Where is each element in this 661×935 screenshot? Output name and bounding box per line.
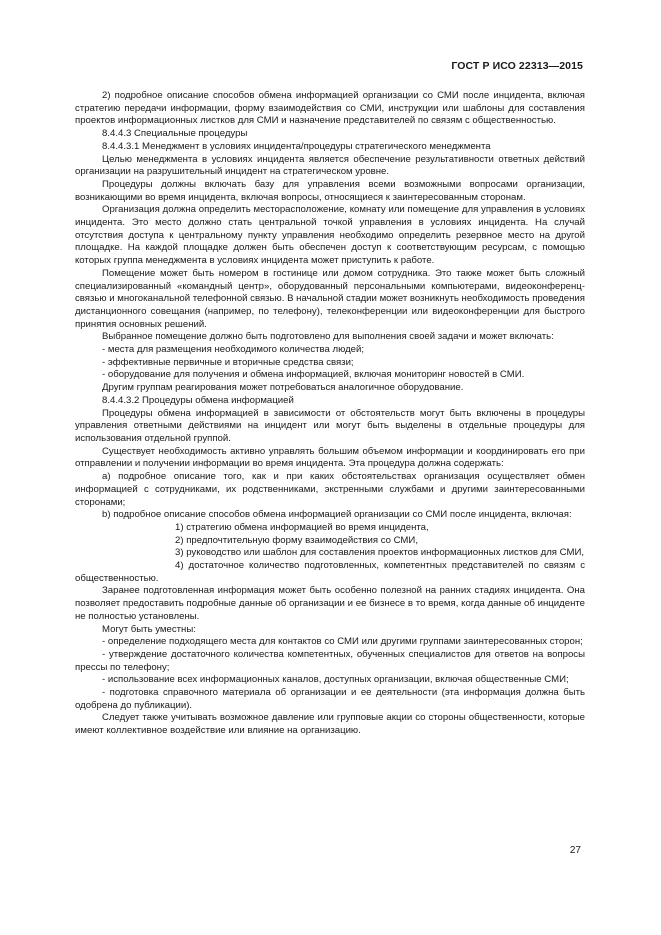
document-body: [75, 90, 585, 738]
sub-list-item: 2) предпочтительную форму взаимодействия со СМИ,: [175, 534, 418, 546]
list-item: - подготовка справочного материала об организации и ее деятельности (эта информация должна быть одобрена до публикации).: [75, 687, 585, 711]
paragraph: Целью менеджмента в условиях инцидента является обеспечение результативности ответных действий организации на разрушительный инцидент на стратегическом уровне.: [75, 153, 585, 178]
list-item: - места для размещения необходимого количества людей;: [102, 344, 365, 356]
list-item: - использование всех информационных каналов, доступных организации, включая общественные СМИ;: [102, 674, 569, 686]
list-item: - эффективные первичные и вторичные средства связи;: [102, 356, 354, 368]
paragraph: Процедуры обмена информацией в зависимости от обстоятельств могут быть включены в процедуры управления ответными действиями на инцидент или могут быть выделены в отдельные процедуры для использования отдельной группой.: [75, 407, 585, 444]
list-item: - определение подходящего места для контактов со СМИ или другими группами заинтересованных сторон;: [102, 636, 583, 648]
paragraph: Процедуры должны включать базу для управления всеми возможными вопросами организации, возникающими во время инцидента, включая вопросы, относящиеся к заинтересованным сторонам.: [75, 178, 585, 203]
list-item: - оборудование для получения и обмена информацией, включая мониторинг новостей в СМИ.: [102, 369, 525, 381]
section-heading: 8.4.4.3.2 Процедуры обмена информацией: [102, 394, 294, 406]
paragraph: Помещение может быть номером в гостинице или домом сотрудника. Это также может быть сложный специализированный «командный центр», оборудованный персональными компьютерами, видеоконференц-связью и многоканальной телефонной связью. В начальной стадии может возникнуть необходимость проведения дистанционного совещания (например, по телефону), телеконференции или видеоконференции для быстрого принятия основных решений.: [75, 267, 585, 330]
list-item: b) подробное описание способов обмена информацией организации со СМИ после инцидента, включая:: [102, 509, 572, 521]
list-item: a) подробное описание того, как и при каких обстоятельствах организация осуществляет обмен информацией с сотрудниками, их родственниками, экстренными службами и другими заинтересованными сторонами;: [75, 471, 585, 508]
sub-list-item: 1) стратегию обмена информацией во время инцидента,: [175, 521, 429, 533]
paragraph: Другим группам реагирования может потребоваться аналогичное оборудование.: [102, 382, 464, 394]
section-heading: 8.4.4.3 Специальные процедуры: [102, 128, 248, 140]
paragraph: Существует необходимость активно управлять большим объемом информации и координировать его при отправлении и получении информации во время инцидента. Эта процедура должна содержать:: [75, 445, 585, 470]
paragraph: Выбранное помещение должно быть подготовлено для выполнения своей задачи и может включать:: [102, 331, 554, 343]
paragraph: Следует также учитывать возможное давление или групповые акции со стороны общественности, которые имеют коллективное воздействие или влияние на организацию.: [75, 712, 585, 737]
paragraph: Заранее подготовленная информация может быть особенно полезной на ранних стадиях инцидента. Она позволяет предоставить подробные данные об организации и ее бизнесе в то время, когда данные об инциденте не полностью установлены.: [75, 585, 585, 622]
paragraph: Могут быть уместны:: [102, 623, 196, 635]
paragraph: 2) подробное описание способов обмена информацией организации со СМИ после инцидента, включая стратегию передачи информации, форму взаимодействия со СМИ, инструкции или шаблоны для составления проектов информационных листков для СМИ и назначение представителей по связям с общественностью.: [75, 90, 585, 127]
document-header: ГОСТ Р ИСО 22313—2015: [451, 60, 583, 72]
sub-list-item: 3) руководство или шаблон для составления проектов информационных листков для СМИ,: [175, 547, 585, 559]
paragraph: Организация должна определить месторасположение, комнату или помещение для управления в условиях инцидента. Это место должно стать центральной точкой управления в условиях инцидента. На случай отсутствия доступа к центральному пункту управления необходимо определить резервное место на другой площадке. На каждой площадке должен быть обеспечен доступ к соответствующим ресурсам, с помощью которых группа менеджмента в условиях инцидента может приступить к работе.: [75, 204, 585, 267]
section-heading: 8.4.4.3.1 Менеджмент в условиях инцидента/процедуры стратегического менеджмента: [102, 140, 491, 152]
list-item: - утверждение достаточного количества компетентных, обученных специалистов для ответов на вопросы прессы по телефону;: [75, 648, 585, 673]
page-number: 27: [569, 845, 581, 856]
sub-list-item: 4) достаточное количество подготовленных, компетентных представителей по связям с общественностью.: [75, 560, 585, 584]
